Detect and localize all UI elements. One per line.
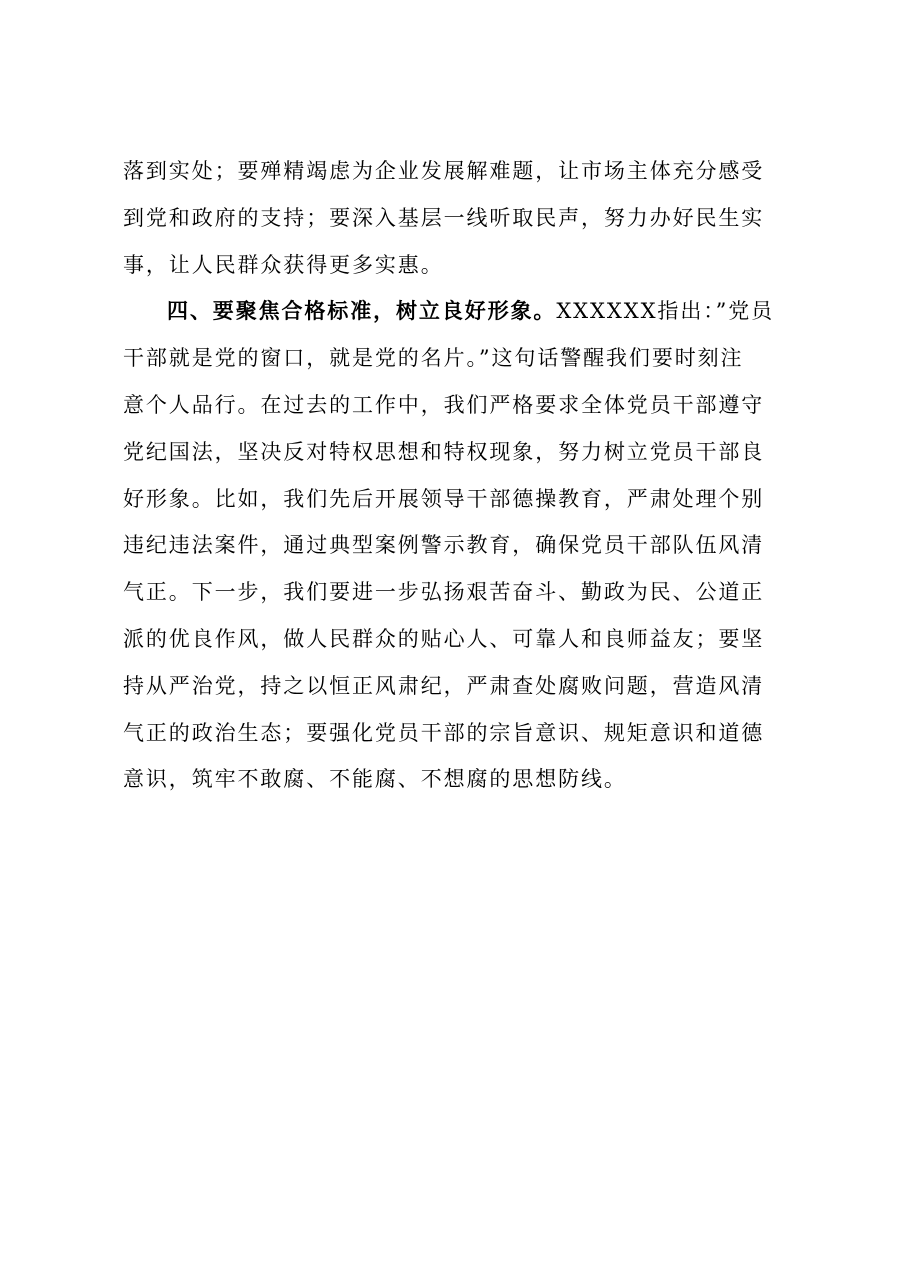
text-line: 党纪国法，坚决反对特权思想和特权现象，努力树立党员干部良 (123, 439, 765, 464)
text-line: 违纪违法案件，通过典型案例警示教育，确保党员干部队伍风清 (123, 533, 765, 558)
paragraph-section-four (123, 288, 803, 803)
text-line: 好形象。比如，我们先后开展领导干部德操教育，严肃处理个别 (123, 486, 765, 511)
section-lead-text: XXXXXX指出：”党员 (556, 299, 775, 324)
text-line: 派的优良作风，做人民群众的贴心人、可靠人和良师益友；要坚 (123, 626, 765, 651)
text-line: 意个人品行。在过去的工作中，我们严格要求全体党员干部遵守 (123, 392, 765, 417)
section-heading: 四、要聚焦合格标准，树立良好形象。 (167, 298, 557, 324)
text-line: 落到实处；要殚精竭虑为企业发展解难题，让市场主体充分感受 (123, 159, 765, 183)
document-body (123, 148, 803, 803)
text-line: 持从严治党，持之以恒正风肃纪，严肃查处腐败问题，营造风清 (123, 673, 765, 698)
text-line: 意识，筑牢不敢腐、不能腐、不想腐的思想防线。 (123, 767, 627, 792)
paragraph-continuation (123, 148, 803, 288)
text-line: 到党和政府的支持；要深入基层一线听取民声，努力办好民生实 (123, 205, 765, 230)
text-line: 干部就是党的窗口，就是党的名片。”这句话警醒我们要时刻注 (123, 346, 744, 371)
section-first-line (123, 288, 803, 335)
text-line: 事，让人民群众获得更多实惠。 (123, 252, 444, 277)
text-line: 气正。下一步，我们要进一步弘扬艰苦奋斗、勤政为民、公道正 (123, 580, 765, 605)
text-line: 气正的政治生态；要强化党员干部的宗旨意识、规矩意识和道德 (123, 720, 765, 745)
